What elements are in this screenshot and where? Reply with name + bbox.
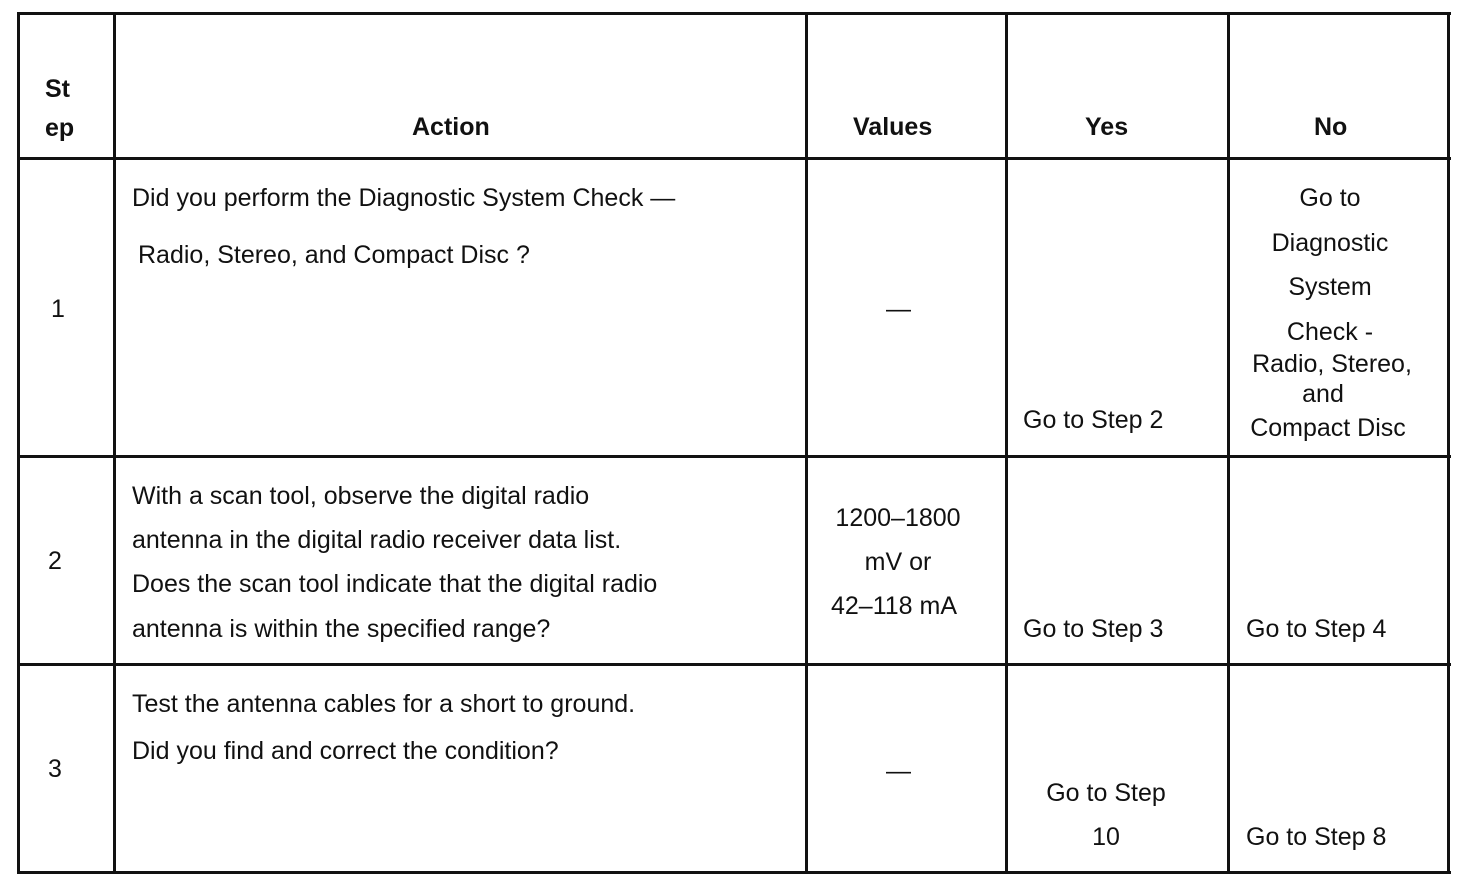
header-row-divider [17,157,1451,160]
no-text: Go to Step 4 [1246,615,1387,643]
table-border-top [17,12,1451,15]
action-text: Radio, Stereo, and Compact Disc ? [138,241,530,269]
yes-text: Go to Step 2 [1023,406,1164,434]
header-step: St [45,75,70,103]
column-divider-action [805,12,808,874]
no-text: Check - [1286,318,1374,346]
values-text: — [886,295,911,323]
step-number: 1 [51,295,65,323]
yes-text: Go to Step 3 [1023,615,1164,643]
no-text: Diagnostic [1271,229,1389,257]
action-text: antenna in the digital radio receiver data list. [132,526,622,554]
values-text: 1200–1800 [835,504,961,532]
no-text: System [1288,273,1372,301]
no-text: Radio, Stereo, [1252,350,1412,378]
action-text: Did you perform the Diagnostic System Check — [132,184,676,212]
action-text: Did you find and correct the condition? [132,737,559,765]
table-border-left [17,12,20,874]
table-border-bottom [17,871,1451,874]
row-2-divider [17,663,1451,666]
header-step: ep [45,114,75,142]
action-text: With a scan tool, observe the digital radio [132,482,590,510]
yes-text: 10 [1092,823,1120,851]
table-border-right [1447,12,1450,874]
yes-text: Go to Step [1046,779,1166,807]
no-text: and [1302,380,1344,408]
header-action: Action [412,113,490,141]
no-text: Compact Disc [1250,414,1406,442]
header-values: Values [853,113,933,141]
column-divider-step [113,12,116,874]
no-text: Go to [1299,184,1361,212]
row-1-divider [17,455,1451,458]
column-divider-yes [1227,12,1230,874]
header-yes: Yes [1085,113,1129,141]
step-number: 2 [48,547,62,575]
column-divider-values [1005,12,1008,874]
action-text: Does the scan tool indicate that the digital radio [132,570,658,598]
action-text: Test the antenna cables for a short to ground. [132,690,636,718]
values-text: 42–118 mA [830,592,957,620]
action-text: antenna is within the specified range? [132,615,551,643]
step-number: 3 [48,755,62,783]
header-no: No [1314,113,1348,141]
values-text: — [886,757,911,785]
no-text: Go to Step 8 [1246,823,1387,851]
values-text: mV or [864,548,932,576]
